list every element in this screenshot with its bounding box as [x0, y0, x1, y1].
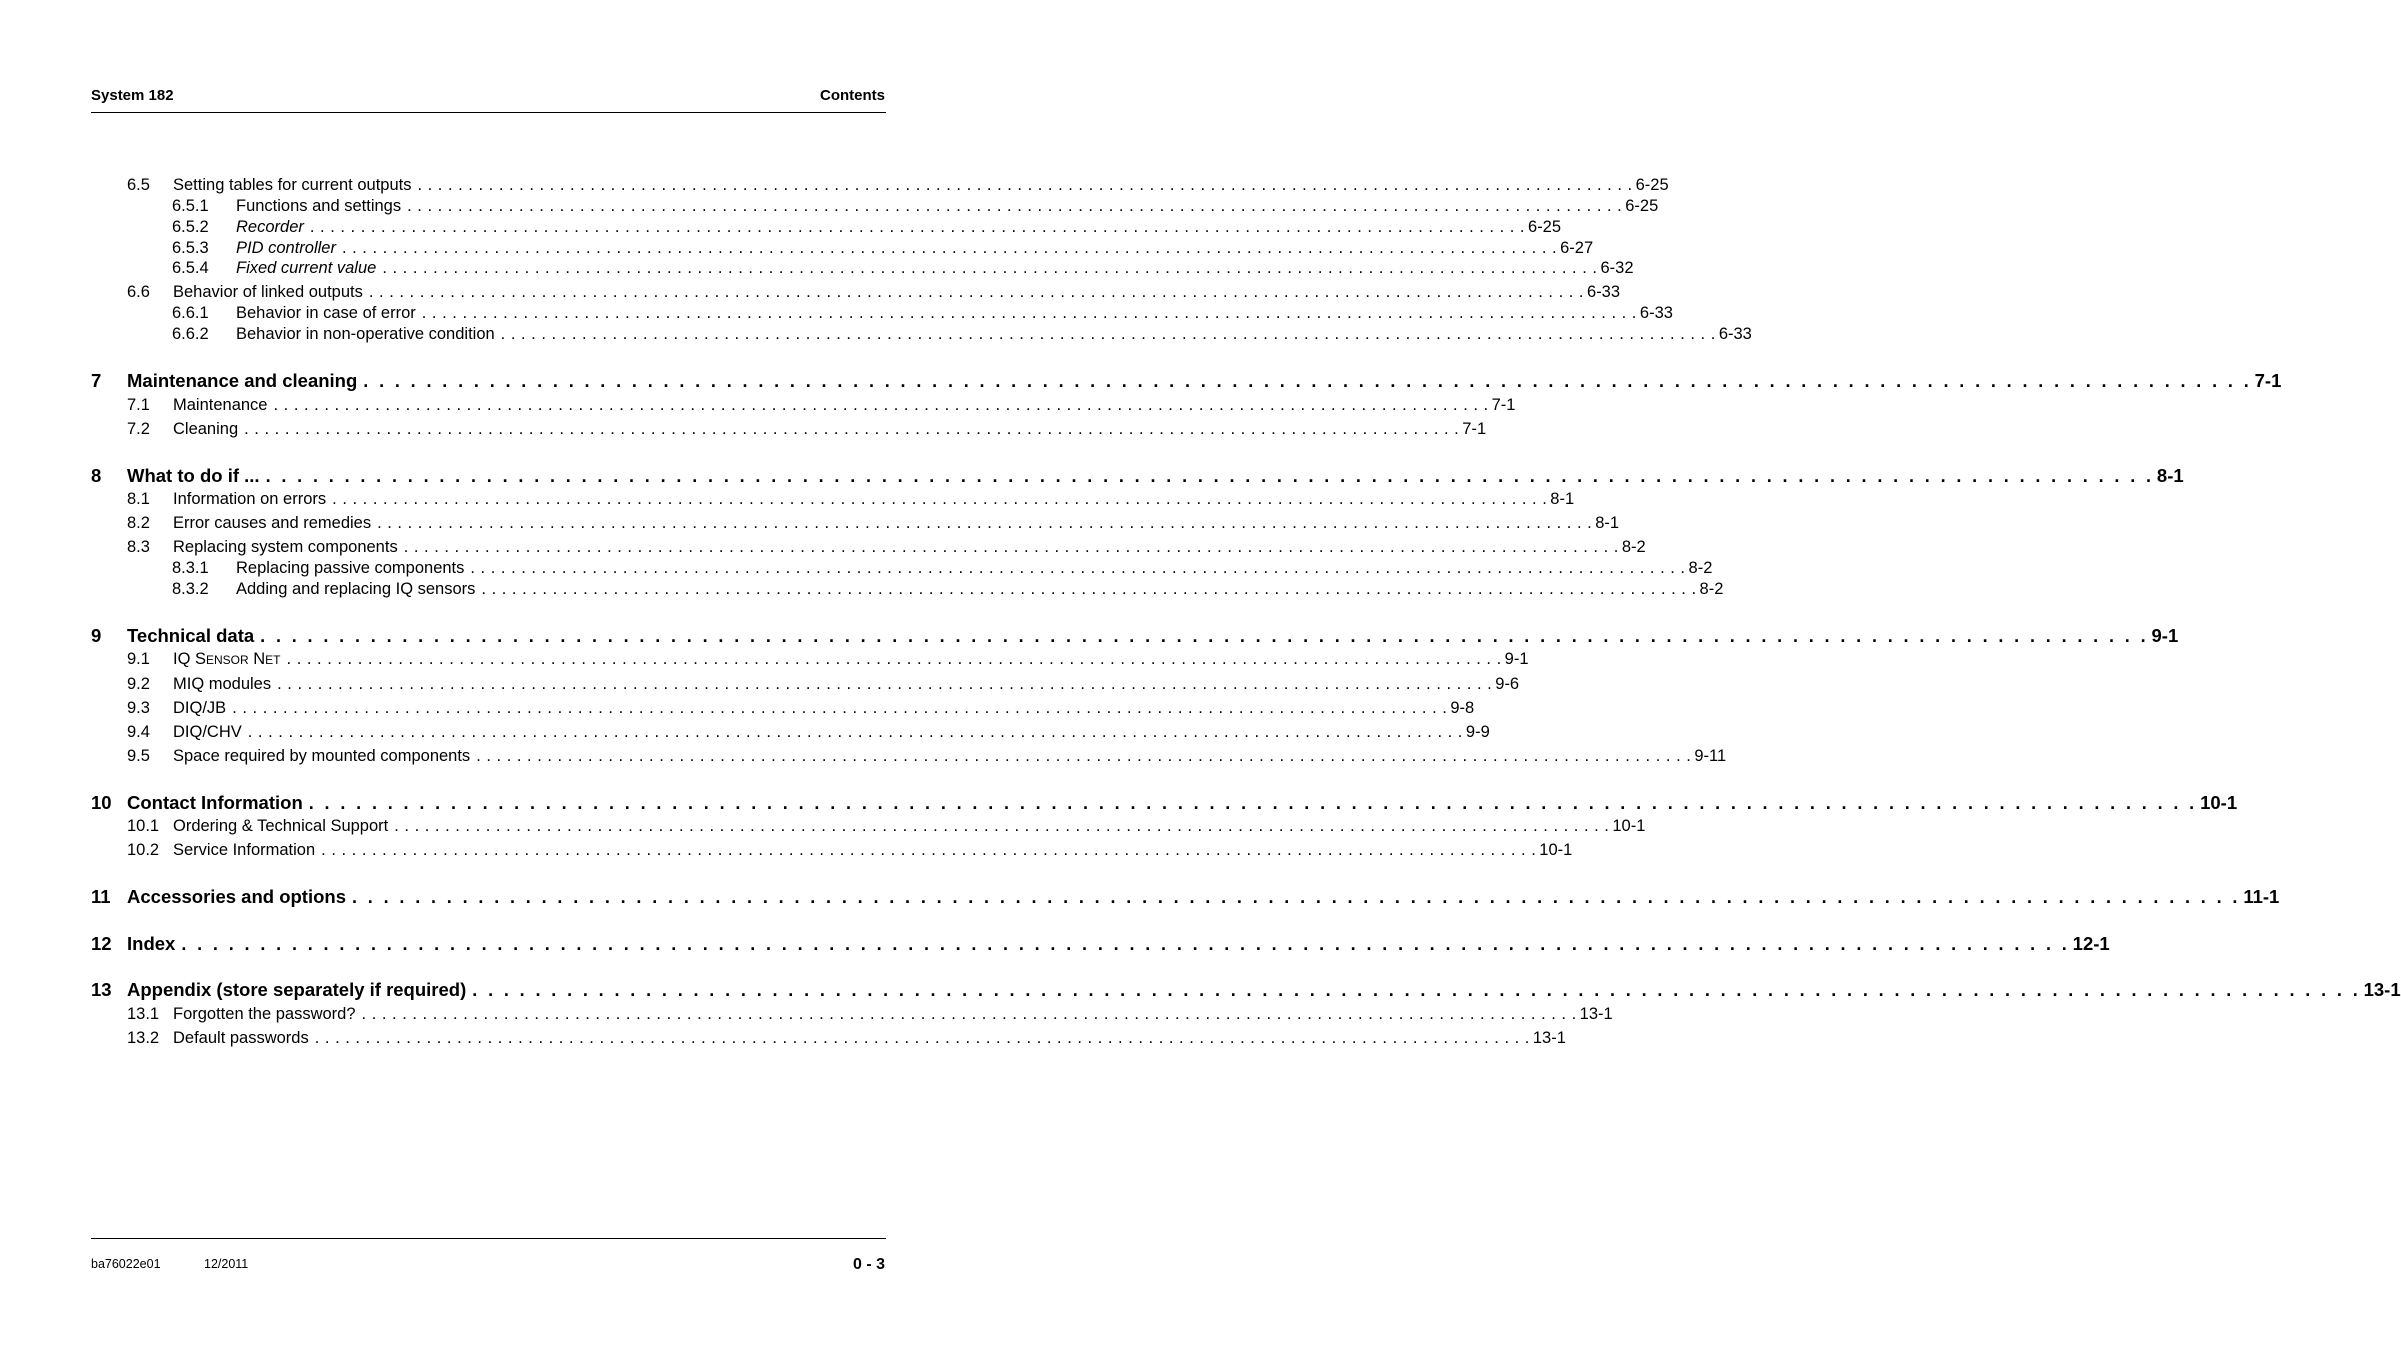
toc-dot-leader: . . . . . . . . . . . . . . . . . . . . . . . . . . . . . . . . . . . . . . . . . . . . . . . . . . . . . . . . . . . . . . . . . . . . . . . . . . . . . . . . . . . . . . . . . . . . . . . . . . . . . . . . . . . . . . . . . . . . . . . . [265, 466, 2154, 486]
toc-entry-number: 8.1 [127, 490, 150, 508]
toc-entry-number: 10.1 [127, 817, 160, 835]
toc-entry[interactable] [91, 933, 2110, 955]
toc-entry-title: Contact Information [127, 792, 303, 813]
toc-dot-leader: . . . . . . . . . . . . . . . . . . . . . . . . . . . . . . . . . . . . . . . . . . . . . . . . . . . . . . . . . . . . . . . . . . . . . . . . . . . . . . . . . . . . . . . . . . . . . . . . . . . . . . . . . . . . . . . . . . . . . . . . [472, 980, 2361, 1000]
toc-entry-title: Setting tables for current outputs [173, 176, 412, 194]
toc-dot-leader: . . . . . . . . . . . . . . . . . . . . . . . . . . . . . . . . . . . . . . . . . . . . . . . . . . . . . . . . . . . . . . . . . . . . . . . . . . . . . . . . . . . . . . . . . . . . . . . . . . . . . . . . . . . . . . . . . . . . . . . . [341, 239, 1558, 257]
toc-dot-leader: . . . . . . . . . . . . . . . . . . . . . . . . . . . . . . . . . . . . . . . . . . . . . . . . . . . . . . . . . . . . . . . . . . . . . . . . . . . . . . . . . . . . . . . . . . . . . . . . . . . . . . . . . . . . . . . . . . . . . . . . [351, 887, 2241, 907]
toc-entry-number: 8.3.2 [172, 580, 209, 598]
toc-entry-number: 11 [91, 886, 111, 907]
toc-entry-page: 8-1 [2156, 465, 2184, 486]
toc-entry-page: 8-2 [1621, 538, 1646, 556]
toc-dot-leader: . . . . . . . . . . . . . . . . . . . . . . . . . . . . . . . . . . . . . . . . . . . . . . . . . . . . . . . . . . . . . . . . . . . . . . . . . . . . . . . . . . . . . . . . . . . . . . . . . . . . . . . . . . . . . . . . . . . . . . . . [394, 817, 1610, 835]
toc-entry-number: 10 [91, 792, 112, 813]
toc-entry[interactable] [172, 197, 1659, 216]
toc-entry-page: 8-1 [1550, 490, 1575, 508]
toc-entry-title: PID controller [236, 239, 336, 257]
toc-entry-title: What to do if ... [127, 465, 260, 486]
toc-entry-page: 6-33 [1639, 304, 1673, 322]
toc-entry-title: Replacing passive components [236, 559, 465, 577]
toc-entry-page: 8-2 [1699, 580, 1724, 598]
toc-entry[interactable] [91, 792, 2238, 814]
toc-entry-page: 7-1 [1462, 420, 1487, 438]
toc-entry[interactable] [127, 490, 1575, 509]
toc-entry[interactable] [127, 650, 1529, 669]
toc-entry-page: 12-1 [2072, 933, 2110, 954]
toc-dot-leader: . . . . . . . . . . . . . . . . . . . . . . . . . . . . . . . . . . . . . . . . . . . . . . . . . . . . . . . . . . . . . . . . . . . . . . . . . . . . . . . . . . . . . . . . . . . . . . . . . . . . . . . . . . . . . . . . . . . . . . . . [308, 793, 2198, 813]
toc-entry[interactable] [127, 396, 1516, 415]
toc-entry-page: 10-1 [1539, 841, 1573, 859]
toc-entry-title: Behavior of linked outputs [173, 283, 363, 301]
toc-dot-leader: . . . . . . . . . . . . . . . . . . . . . . . . . . . . . . . . . . . . . . . . . . . . . . . . . . . . . . . . . . . . . . . . . . . . . . . . . . . . . . . . . . . . . . . . . . . . . . . . . . . . . . . . . . . . . . . . . . . . . . . . [421, 304, 1637, 322]
toc-entry-title: DIQ/JB [173, 699, 227, 717]
toc-entry-page: 9-11 [1694, 747, 1727, 765]
toc-entry[interactable] [127, 538, 1646, 557]
toc-dot-leader: . . . . . . . . . . . . . . . . . . . . . . . . . . . . . . . . . . . . . . . . . . . . . . . . . . . . . . . . . . . . . . . . . . . . . . . . . . . . . . . . . . . . . . . . . . . . . . . . . . . . . . . . . . . . . . . . . . . . . . . . [382, 259, 1598, 277]
toc-entry-page: 6-25 [1625, 197, 1659, 215]
toc-entry-page: 6-25 [1635, 176, 1669, 194]
toc-entry-page: 6-27 [1560, 239, 1594, 257]
toc-dot-leader: . . . . . . . . . . . . . . . . . . . . . . . . . . . . . . . . . . . . . . . . . . . . . . . . . . . . . . . . . . . . . . . . . . . . . . . . . . . . . . . . . . . . . . . . . . . . . . . . . . . . . . . . . . . . . . . . . . . . . . . . [407, 197, 1623, 215]
toc-entry-title: Maintenance [173, 396, 268, 414]
toc-dot-leader: . . . . . . . . . . . . . . . . . . . . . . . . . . . . . . . . . . . . . . . . . . . . . . . . . . . . . . . . . . . . . . . . . . . . . . . . . . . . . . . . . . . . . . . . . . . . . . . . . . . . . . . . . . . . . . . . . . . . . . . . [363, 371, 2252, 391]
toc-dot-leader: . . . . . . . . . . . . . . . . . . . . . . . . . . . . . . . . . . . . . . . . . . . . . . . . . . . . . . . . . . . . . . . . . . . . . . . . . . . . . . . . . . . . . . . . . . . . . . . . . . . . . . . . . . . . . . . . . . . . . . . . [181, 934, 2070, 954]
toc-entry-page: 9-9 [1465, 723, 1490, 741]
toc-dot-leader: . . . . . . . . . . . . . . . . . . . . . . . . . . . . . . . . . . . . . . . . . . . . . . . . . . . . . . . . . . . . . . . . . . . . . . . . . . . . . . . . . . . . . . . . . . . . . . . . . . . . . . . . . . . . . . . . . . . . . . . . [417, 176, 1633, 194]
toc-entry[interactable] [127, 514, 1620, 533]
toc-entry-number: 6.6.2 [172, 325, 209, 343]
toc-entry-page: 13-1 [1579, 1005, 1613, 1023]
toc-entry[interactable] [91, 979, 2401, 1001]
toc-entry-title: Ordering & Technical Support [173, 817, 389, 835]
toc-entry-title: MIQ modules [173, 675, 272, 693]
toc-entry[interactable] [172, 259, 1634, 278]
toc-entry[interactable] [127, 283, 1621, 302]
toc-entry-number: 9.5 [127, 747, 150, 765]
toc-entry[interactable] [127, 747, 1727, 766]
toc-entry-page: 7-1 [2254, 370, 2282, 391]
toc-entry-page: 10-1 [2200, 792, 2238, 813]
toc-entry-title: Functions and settings [236, 197, 402, 215]
toc-entry-number: 6.5.2 [172, 218, 209, 236]
toc-entry-number: 9.2 [127, 675, 150, 693]
toc-entry-page: 7-1 [1491, 396, 1516, 414]
toc-entry-title: Space required by mounted components [173, 747, 471, 765]
toc-entry-number: 13 [91, 979, 112, 1000]
footer-page-number: 0 - 3 [852, 1256, 885, 1273]
toc-entry-title: DIQ/CHV [173, 723, 242, 741]
toc-dot-leader: . . . . . . . . . . . . . . . . . . . . . . . . . . . . . . . . . . . . . . . . . . . . . . . . . . . . . . . . . . . . . . . . . . . . . . . . . . . . . . . . . . . . . . . . . . . . . . . . . . . . . . . . . . . . . . . . . . . . . . . . [403, 538, 1619, 556]
toc-dot-leader: . . . . . . . . . . . . . . . . . . . . . . . . . . . . . . . . . . . . . . . . . . . . . . . . . . . . . . . . . . . . . . . . . . . . . . . . . . . . . . . . . . . . . . . . . . . . . . . . . . . . . . . . . . . . . . . . . . . . . . . . [500, 325, 1716, 343]
toc-entry-number: 8.3 [127, 538, 150, 556]
toc-entry-page: 6-33 [1718, 325, 1752, 343]
toc-entry-page: 13-1 [1532, 1029, 1566, 1047]
toc-entry-number: 9.4 [127, 723, 150, 741]
toc-dot-leader: . . . . . . . . . . . . . . . . . . . . . . . . . . . . . . . . . . . . . . . . . . . . . . . . . . . . . . . . . . . . . . . . . . . . . . . . . . . . . . . . . . . . . . . . . . . . . . . . . . . . . . . . . . . . . . . . . . . . . . . . [470, 559, 1686, 577]
toc-entry-title: Forgotten the password? [173, 1005, 356, 1023]
toc-entry-title: Behavior in case of error [236, 304, 416, 322]
toc-entry-number: 7.1 [127, 396, 150, 414]
toc-entry-title: Recorder [236, 218, 304, 236]
toc-entry-number: 8.2 [127, 514, 150, 532]
toc-entry-page: 11-1 [2243, 886, 2280, 907]
toc-entry[interactable] [172, 580, 1724, 599]
toc-entry-number: 9.3 [127, 699, 150, 717]
toc-entry-page: 10-1 [1612, 817, 1646, 835]
toc-entry[interactable] [127, 1029, 1566, 1048]
toc-dot-leader: . . . . . . . . . . . . . . . . . . . . . . . . . . . . . . . . . . . . . . . . . . . . . . . . . . . . . . . . . . . . . . . . . . . . . . . . . . . . . . . . . . . . . . . . . . . . . . . . . . . . . . . . . . . . . . . . . . . . . . . . [244, 420, 1460, 438]
toc-entry-number: 9.1 [127, 650, 150, 668]
toc-entry-page: 6-33 [1587, 283, 1621, 301]
toc-entry-number: 10.2 [127, 841, 160, 859]
toc-entry-page: 6-32 [1600, 259, 1634, 277]
toc-entry-number: 13.2 [127, 1029, 160, 1047]
toc-dot-leader: . . . . . . . . . . . . . . . . . . . . . . . . . . . . . . . . . . . . . . . . . . . . . . . . . . . . . . . . . . . . . . . . . . . . . . . . . . . . . . . . . . . . . . . . . . . . . . . . . . . . . . . . . . . . . . . . . . . . . . . . [286, 650, 1502, 668]
toc-entry-title: Technical data [127, 625, 255, 646]
toc-entry[interactable] [127, 817, 1646, 836]
toc-entry-number: 8 [91, 465, 102, 486]
toc-entry[interactable] [91, 465, 2184, 487]
toc-entry-page: 9-6 [1495, 675, 1520, 693]
toc-entry-page: 8-1 [1595, 514, 1620, 532]
toc-entry[interactable] [91, 625, 2179, 647]
toc-dot-leader: . . . . . . . . . . . . . . . . . . . . . . . . . . . . . . . . . . . . . . . . . . . . . . . . . . . . . . . . . . . . . . . . . . . . . . . . . . . . . . . . . . . . . . . . . . . . . . . . . . . . . . . . . . . . . . . . . . . . . . . . [377, 514, 1593, 532]
toc-entry-number: 8.3.1 [172, 559, 209, 577]
toc-entry-title: Adding and replacing IQ sensors [236, 580, 476, 598]
toc-dot-leader: . . . . . . . . . . . . . . . . . . . . . . . . . . . . . . . . . . . . . . . . . . . . . . . . . . . . . . . . . . . . . . . . . . . . . . . . . . . . . . . . . . . . . . . . . . . . . . . . . . . . . . . . . . . . . . . . . . . . . . . . [332, 490, 1548, 508]
footer-date: 12/2011 [204, 1257, 249, 1271]
toc-dot-leader: . . . . . . . . . . . . . . . . . . . . . . . . . . . . . . . . . . . . . . . . . . . . . . . . . . . . . . . . . . . . . . . . . . . . . . . . . . . . . . . . . . . . . . . . . . . . . . . . . . . . . . . . . . . . . . . . . . . . . . . . [368, 283, 1585, 301]
toc-entry-number: 12 [91, 933, 112, 954]
toc-entry-number: 6.6 [127, 283, 150, 301]
toc-entry-page: 8-2 [1688, 559, 1713, 577]
toc-entry-number: 7 [91, 370, 102, 391]
toc-entry-page: 9-1 [1504, 650, 1529, 668]
toc-dot-leader: . . . . . . . . . . . . . . . . . . . . . . . . . . . . . . . . . . . . . . . . . . . . . . . . . . . . . . . . . . . . . . . . . . . . . . . . . . . . . . . . . . . . . . . . . . . . . . . . . . . . . . . . . . . . . . . . . . . . . . . . [321, 841, 1537, 859]
toc-entry[interactable] [172, 559, 1713, 578]
toc-entry-page: 9-1 [2151, 625, 2179, 646]
toc-dot-leader: . . . . . . . . . . . . . . . . . . . . . . . . . . . . . . . . . . . . . . . . . . . . . . . . . . . . . . . . . . . . . . . . . . . . . . . . . . . . . . . . . . . . . . . . . . . . . . . . . . . . . . . . . . . . . . . . . . . . . . . . [277, 675, 1493, 693]
toc-entry-title: IQ Sensor Net [173, 650, 281, 668]
toc-entry-title: Index [127, 933, 176, 954]
page-header-left: System 182 [91, 87, 174, 104]
toc-entry-number: 6.5.3 [172, 239, 209, 257]
toc-entry[interactable] [172, 239, 1594, 258]
toc-entry-title: Information on errors [173, 490, 327, 508]
toc-entry[interactable] [127, 675, 1520, 694]
toc-entry-title: Default passwords [173, 1029, 309, 1047]
toc-entry-number: 6.5.4 [172, 259, 209, 277]
toc-entry[interactable] [172, 218, 1562, 237]
toc-entry[interactable] [91, 370, 2282, 392]
toc-dot-leader: . . . . . . . . . . . . . . . . . . . . . . . . . . . . . . . . . . . . . . . . . . . . . . . . . . . . . . . . . . . . . . . . . . . . . . . . . . . . . . . . . . . . . . . . . . . . . . . . . . . . . . . . . . . . . . . . . . . . . . . . [314, 1029, 1530, 1047]
toc-entry-title: Service Information [173, 841, 316, 859]
toc-entry-title: Replacing system components [173, 538, 398, 556]
toc-entry[interactable] [172, 304, 1673, 323]
toc-dot-leader: . . . . . . . . . . . . . . . . . . . . . . . . . . . . . . . . . . . . . . . . . . . . . . . . . . . . . . . . . . . . . . . . . . . . . . . . . . . . . . . . . . . . . . . . . . . . . . . . . . . . . . . . . . . . . . . . . . . . . . . . [309, 218, 1526, 236]
toc-entry-number: 9 [91, 625, 102, 646]
toc-entry-title: Accessories and options [127, 886, 346, 907]
toc-entry-page: 6-25 [1528, 218, 1562, 236]
toc-entry-title: Behavior in non-operative condition [236, 325, 495, 343]
toc-entry-page: 13-1 [2363, 979, 2401, 1000]
toc-entry[interactable] [127, 1005, 1613, 1024]
toc-dot-leader: . . . . . . . . . . . . . . . . . . . . . . . . . . . . . . . . . . . . . . . . . . . . . . . . . . . . . . . . . . . . . . . . . . . . . . . . . . . . . . . . . . . . . . . . . . . . . . . . . . . . . . . . . . . . . . . . . . . . . . . . [481, 580, 1697, 598]
page-header-right: Contents [820, 87, 885, 104]
toc-entry-number: 13.1 [127, 1005, 160, 1023]
toc-entry-title: Fixed current value [236, 259, 377, 277]
toc-entry-number: 6.6.1 [172, 304, 209, 322]
toc-dot-leader: . . . . . . . . . . . . . . . . . . . . . . . . . . . . . . . . . . . . . . . . . . . . . . . . . . . . . . . . . . . . . . . . . . . . . . . . . . . . . . . . . . . . . . . . . . . . . . . . . . . . . . . . . . . . . . . . . . . . . . . . [361, 1005, 1577, 1023]
toc-entry[interactable] [127, 420, 1487, 439]
toc-entry-number: 6.5 [127, 176, 150, 194]
toc-entry-page: 9-8 [1450, 699, 1475, 717]
toc-entry-number: 7.2 [127, 420, 150, 438]
toc-entry[interactable] [127, 841, 1573, 860]
toc-entry[interactable] [127, 699, 1475, 718]
toc-entry[interactable] [127, 176, 1669, 195]
toc-entry-number: 6.5.1 [172, 197, 209, 215]
footer-doc-id: ba76022e01 [91, 1257, 161, 1271]
toc-entry[interactable] [172, 325, 1752, 344]
toc-dot-leader: . . . . . . . . . . . . . . . . . . . . . . . . . . . . . . . . . . . . . . . . . . . . . . . . . . . . . . . . . . . . . . . . . . . . . . . . . . . . . . . . . . . . . . . . . . . . . . . . . . . . . . . . . . . . . . . . . . . . . . . . [260, 626, 2149, 646]
toc-dot-leader: . . . . . . . . . . . . . . . . . . . . . . . . . . . . . . . . . . . . . . . . . . . . . . . . . . . . . . . . . . . . . . . . . . . . . . . . . . . . . . . . . . . . . . . . . . . . . . . . . . . . . . . . . . . . . . . . . . . . . . . . [273, 396, 1489, 414]
toc-entry-title: Error causes and remedies [173, 514, 372, 532]
toc-dot-leader: . . . . . . . . . . . . . . . . . . . . . . . . . . . . . . . . . . . . . . . . . . . . . . . . . . . . . . . . . . . . . . . . . . . . . . . . . . . . . . . . . . . . . . . . . . . . . . . . . . . . . . . . . . . . . . . . . . . . . . . . [476, 747, 1692, 765]
toc-entry-title: Appendix (store separately if required) [127, 979, 467, 1000]
toc-entry-title: Cleaning [173, 420, 239, 438]
toc-dot-leader: . . . . . . . . . . . . . . . . . . . . . . . . . . . . . . . . . . . . . . . . . . . . . . . . . . . . . . . . . . . . . . . . . . . . . . . . . . . . . . . . . . . . . . . . . . . . . . . . . . . . . . . . . . . . . . . . . . . . . . . . [232, 699, 1448, 717]
toc-entry-title: Maintenance and cleaning [127, 370, 358, 391]
toc-entry[interactable] [127, 723, 1490, 742]
toc-entry[interactable] [91, 886, 2280, 908]
toc-dot-leader: . . . . . . . . . . . . . . . . . . . . . . . . . . . . . . . . . . . . . . . . . . . . . . . . . . . . . . . . . . . . . . . . . . . . . . . . . . . . . . . . . . . . . . . . . . . . . . . . . . . . . . . . . . . . . . . . . . . . . . . . [247, 723, 1463, 741]
footer-divider [91, 1238, 886, 1239]
